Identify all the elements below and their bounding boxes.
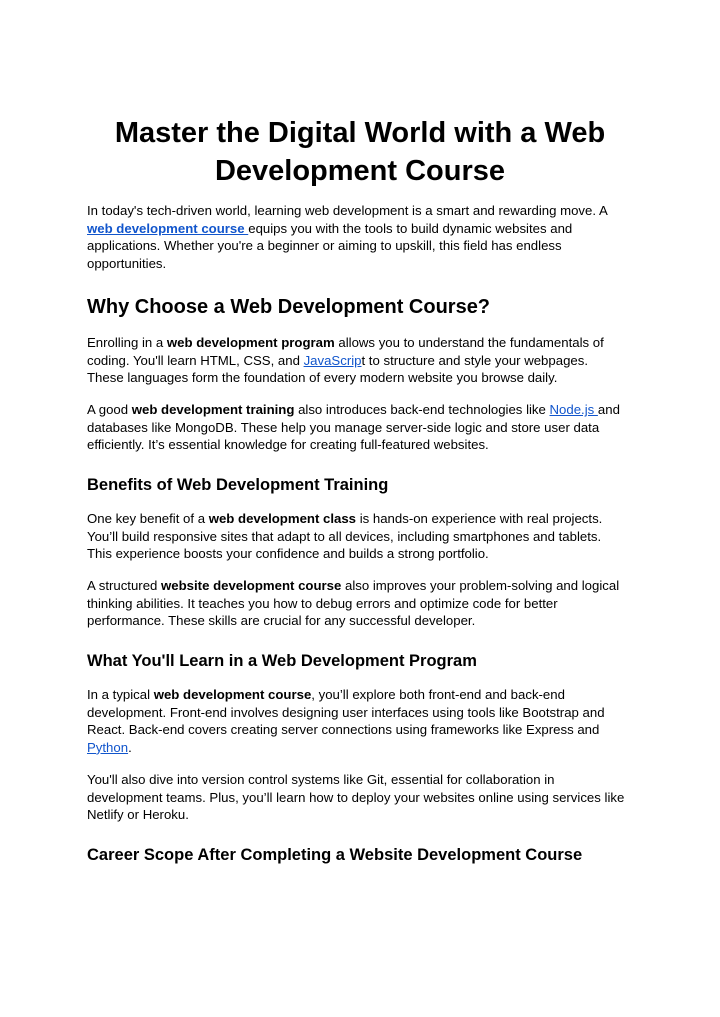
benefits-paragraph-1 [87,510,647,563]
learn-p1-line-2: development. Front-end involves designing user interfaces using tools like Bootstrap and [87,704,605,720]
why-paragraph-2 [87,401,647,454]
learn-p2-line-2: development teams. Plus, you’ll learn how to deploy your websites online using services like [87,789,625,805]
why-p2-line-1 [87,401,647,419]
why-p1-line-3: These languages form the foundation of every modern website you browse daily. [87,370,558,386]
why-p1-l2-pre: coding. You'll learn HTML, CSS, and [87,352,304,368]
learn-p1-line-4 [87,739,647,757]
learn-p2-line-3: Netlify or Heroku. [87,807,189,823]
learn-paragraph-1 [87,686,647,756]
why-p1-l1-post: allows you to understand the fundamentals of [334,335,604,350]
benefits-p1-line-3: This experience boosts your confidence and builds a strong portfolio. [87,546,489,562]
why-heading: Why Choose a Web Development Course? [87,296,491,318]
why-p2-line-2: databases like MongoDB. These help you manage server-side logic and store user data [87,419,600,435]
benefits-p2-l1-post: also improves your problem-solving and logical [341,578,620,593]
benefits-heading: Benefits of Web Development Training [87,476,389,494]
why-p1-l2-post: t to structure and style your webpages. [361,352,588,368]
javascript-link[interactable]: JavaScrip [303,352,362,368]
career-heading: Career Scope After Completing a Website Development Course [87,846,583,864]
page-title-line-1: Master the Digital World with a Web [114,117,606,149]
why-p2-bold-term: web development training [131,402,295,417]
python-link[interactable]: Python [87,739,129,755]
learn-p1-l1-pre: In a typical [87,687,154,702]
benefits-p1-line-2: You’ll build responsive sites that adapt to all devices, including smartphones and tablets. [87,528,602,544]
benefits-p2-l1-pre: A structured [87,578,162,593]
learn-p1-l1-post: , you’ll explore both front-end and back-end [311,687,565,702]
why-p1-bold-term: web development program [166,335,335,350]
why-paragraph-1 [87,334,647,387]
why-p2-line-3: efficiently. It’s essential knowledge for creating full-featured websites. [87,437,489,453]
intro-line-2 [87,220,647,238]
learn-p1-bold-term: web development course [153,687,312,702]
intro-line-3: applications. Whether you're a beginner or aiming to upskill, this field has endless [87,238,562,254]
web-development-course-link[interactable]: web development course [87,220,249,236]
why-p2-l1-post: and [597,402,620,417]
why-p2-l1-pre: A good [87,402,132,417]
benefits-p2-line-2: thinking abilities. It teaches you how to debug errors and optimize code for better [87,595,558,611]
intro-line-2-text: equips you with the tools to build dynamic websites and [248,220,573,236]
intro-paragraph [87,202,647,272]
learn-p2-line-1: You'll also dive into version control systems like Git, essential for collaboration in [87,772,555,787]
learn-p1-line-1 [87,686,647,704]
page-title [60,114,660,190]
benefits-p1-line-1 [87,510,647,528]
page-title-line-2: Development Course [214,155,506,187]
nodejs-link[interactable]: Node.js [549,402,598,417]
learn-paragraph-2 [87,771,647,824]
intro-line-1: In today's tech-driven world, learning web development is a smart and rewarding move. A [87,203,608,218]
why-p2-l1-mid: also introduces back-end technologies like [294,402,550,417]
why-p1-l1-pre: Enrolling in a [87,335,167,350]
intro-line-4: opportunities. [87,255,167,271]
benefits-paragraph-2 [87,577,647,630]
learn-p1-line-3: React. Back-end covers creating server connections using frameworks like Express and [87,722,600,738]
why-p1-line-1 [87,334,647,352]
benefits-p2-bold-term: website development course [161,578,342,593]
benefits-p2-line-1 [87,577,647,595]
benefits-p1-l1-post: is hands-on experience with real projects. [356,511,603,526]
learn-heading: What You'll Learn in a Web Development Program [87,652,477,670]
benefits-p1-l1-pre: One key benefit of a [87,511,209,526]
benefits-p1-bold-term: web development class [208,511,357,526]
benefits-p2-line-3: performance. These skills are crucial for any successful developer. [87,613,476,629]
why-p1-line-2 [87,352,647,370]
learn-p1-l4-post: . [128,739,132,755]
